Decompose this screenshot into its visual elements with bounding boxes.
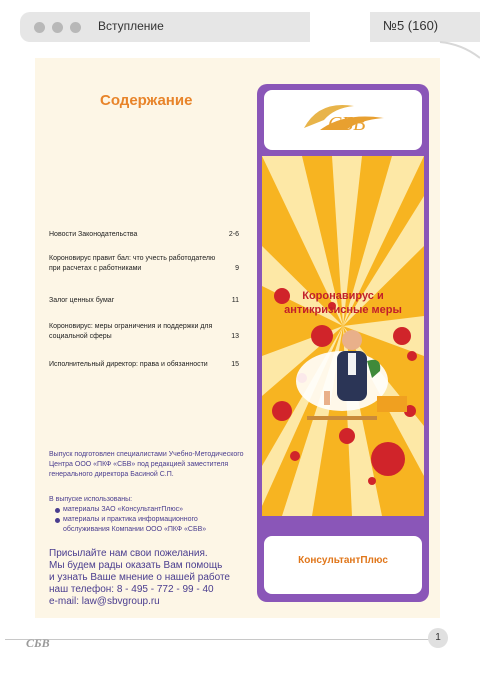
prepared-by-note: Выпуск подготовлен специалистами Учебно-Методического Центра ООО «ПКФ «СБВ» под редакцией заместителя генерального директора Басиной С.П. — [49, 451, 244, 478]
contact-block — [49, 548, 259, 608]
sbv-logo-icon — [264, 90, 422, 150]
toc-item-page: 11 — [231, 297, 239, 304]
list-item: материалы и практика информационного обслуживания Компании ООО «ПКФ «СБВ» — [55, 515, 245, 535]
toc-item[interactable] — [49, 360, 239, 370]
toc-item[interactable] — [49, 322, 239, 342]
toc-item[interactable] — [49, 296, 239, 306]
toc-item[interactable] — [49, 254, 239, 274]
toc-item-title: Исполнительный директор: права и обязанности — [49, 361, 208, 368]
header-curve-decoration — [0, 0, 480, 60]
toc-item-title: Короновирус: меры ограничения и поддержки для социальной сферы — [49, 323, 213, 340]
svg-text:СБВ: СБВ — [328, 113, 366, 135]
contents-title: Содержание — [100, 92, 193, 109]
sources-list — [55, 505, 245, 535]
page-number: 1 — [428, 628, 448, 648]
list-item: материалы ЗАО «КонсультантПлюс» — [55, 505, 245, 515]
svg-text:СБВ: СБВ — [26, 636, 50, 650]
toc-item-page: 9 — [235, 265, 239, 272]
issue-number: №5 (160) — [383, 18, 439, 33]
contact-line: Присылайте нам свои пожелания. — [49, 548, 208, 559]
cover-brand-box — [264, 536, 422, 594]
toc-item-title: Короновирус правит бал: что учесть работодателю при расчетах с работниками — [49, 255, 216, 272]
toc-item[interactable] — [49, 230, 239, 240]
footer-logo-icon — [26, 634, 86, 650]
contact-phone: наш телефон: 8 - 495 - 772 - 99 - 40 — [49, 584, 214, 595]
cover-logo-box — [264, 90, 422, 150]
cover-title-line: антикризисные меры — [284, 304, 402, 316]
contact-line: Мы будем рады оказать Вам помощь — [49, 560, 223, 571]
toc-item-page: 15 — [231, 361, 239, 368]
cover-title-line: Коронавирус и — [302, 290, 384, 302]
page-header — [0, 0, 480, 50]
sources-heading: В выпуске использованы: — [49, 496, 133, 503]
toc-item-title: Залог ценных бумаг — [49, 297, 115, 304]
consultant-plus-brand: КонсультантПлюс — [298, 555, 388, 566]
section-title: Вступление — [98, 19, 164, 33]
toc-item-page: 2-6 — [228, 231, 239, 238]
toc-item-title: Новости Законодательства — [49, 231, 138, 238]
cover-title — [262, 289, 424, 317]
content-panel — [35, 58, 440, 618]
cover-illustration — [262, 156, 424, 516]
contact-line: и узнать Ваше мнение о нашей работе — [49, 572, 230, 583]
publication-cover — [257, 84, 429, 602]
contact-email[interactable]: e-mail: law@sbvgroup.ru — [49, 596, 160, 607]
toc-item-page: 13 — [231, 333, 239, 340]
